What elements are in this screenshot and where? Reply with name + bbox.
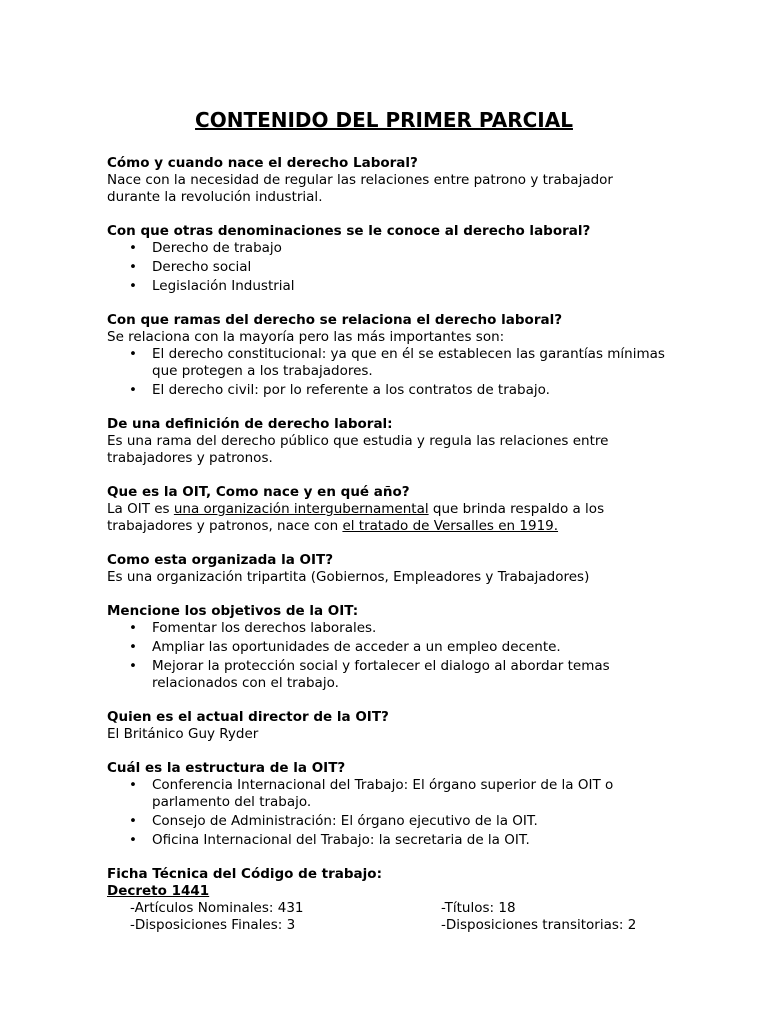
answer: Se relaciona con la mayoría pero las más importantes son:: [107, 329, 505, 345]
subheading: Decreto 1441: [107, 883, 210, 899]
section-definicion: [107, 416, 667, 467]
section-ficha-tecnica: [107, 866, 667, 934]
question: Con que otras denominaciones se le conoce al derecho laboral?: [107, 223, 591, 239]
section-origen: [107, 155, 667, 206]
bullet-icon: •: [129, 382, 137, 398]
list-item: • Derecho de trabajo: [129, 240, 282, 256]
answer: La OIT es una organización intergubernamental que brinda respaldo a los trabajadores y patronos, nace con el tratado de Versalles en 1919.: [107, 501, 605, 534]
question: De una definición de derecho laboral:: [107, 416, 393, 432]
answer: Nace con la necesidad de regular las relaciones entre patrono y trabajador durante la revolución industrial.: [107, 172, 613, 205]
ficha-titulos: -Títulos: 18: [441, 900, 516, 916]
document-body: [107, 155, 667, 951]
section-director: [107, 709, 667, 743]
bullet-list: [107, 777, 667, 849]
question: Quien es el actual director de la OIT?: [107, 709, 389, 725]
section-organizacion: [107, 552, 667, 586]
ficha-finales: -Disposiciones Finales: 3: [130, 917, 296, 933]
list-item: • El derecho civil: por lo referente a los contratos de trabajo.: [129, 382, 550, 398]
page-title: CONTENIDO DEL PRIMER PARCIAL: [195, 108, 573, 132]
list-item: • Mejorar la protección social y fortalecer el dialogo al abordar temas relacionados con el trabajo.: [129, 658, 610, 691]
list-item: • Conferencia Internacional del Trabajo: El órgano superior de la OIT o parlamento del trabajo.: [129, 777, 614, 810]
answer: Es una rama del derecho público que estudia y regula las relaciones entre trabajadores y patronos.: [107, 433, 609, 466]
question: Ficha Técnica del Código de trabajo:: [107, 866, 382, 882]
ficha-grid: [107, 900, 667, 934]
answer: El Británico Guy Ryder: [107, 726, 259, 742]
section-oit: [107, 484, 667, 535]
section-objetivos: [107, 603, 667, 692]
list-item: • Fomentar los derechos laborales.: [129, 620, 377, 636]
bullet-icon: •: [129, 813, 137, 829]
question: Que es la OIT, Como nace y en qué año?: [107, 484, 410, 500]
list-item: • Ampliar las oportunidades de acceder a un empleo decente.: [129, 639, 561, 655]
bullet-icon: •: [129, 240, 137, 256]
question: Con que ramas del derecho se relaciona el derecho laboral?: [107, 312, 563, 328]
ficha-articulos: -Artículos Nominales: 431: [130, 900, 304, 916]
section-ramas: [107, 312, 667, 399]
question: Cómo y cuando nace el derecho Laboral?: [107, 155, 418, 171]
section-estructura: [107, 760, 667, 849]
list-item: • El derecho constitucional: ya que en él se establecen las garantías mínimas que protegen a los trabajadores.: [129, 346, 665, 379]
bullet-icon: •: [129, 777, 137, 793]
list-item: • Oficina Internacional del Trabajo: la secretaria de la OIT.: [129, 832, 530, 848]
bullet-icon: •: [129, 639, 137, 655]
question: Cuál es la estructura de la OIT?: [107, 760, 346, 776]
answer: Es una organización tripartita (Gobiernos, Empleadores y Trabajadores): [107, 569, 590, 585]
section-denominaciones: [107, 223, 667, 295]
list-item: • Derecho social: [129, 259, 252, 275]
bullet-icon: •: [129, 346, 137, 362]
ficha-transitorias: -Disposiciones transitorias: 2: [441, 917, 637, 933]
underlined-text: una organización intergubernamental: [173, 501, 429, 517]
list-item: • Consejo de Administración: El órgano ejecutivo de la OIT.: [129, 813, 538, 829]
bullet-icon: •: [129, 278, 137, 294]
bullet-list: [107, 240, 667, 295]
bullet-list: [107, 620, 667, 692]
underlined-text: el tratado de Versalles en 1919.: [342, 518, 559, 534]
bullet-icon: •: [129, 832, 137, 848]
bullet-icon: •: [129, 620, 137, 636]
question: Mencione los objetivos de la OIT:: [107, 603, 359, 619]
bullet-list: [107, 346, 667, 399]
bullet-icon: •: [129, 658, 137, 674]
question: Como esta organizada la OIT?: [107, 552, 334, 568]
list-item: • Legislación Industrial: [129, 278, 295, 294]
bullet-icon: •: [129, 259, 137, 275]
